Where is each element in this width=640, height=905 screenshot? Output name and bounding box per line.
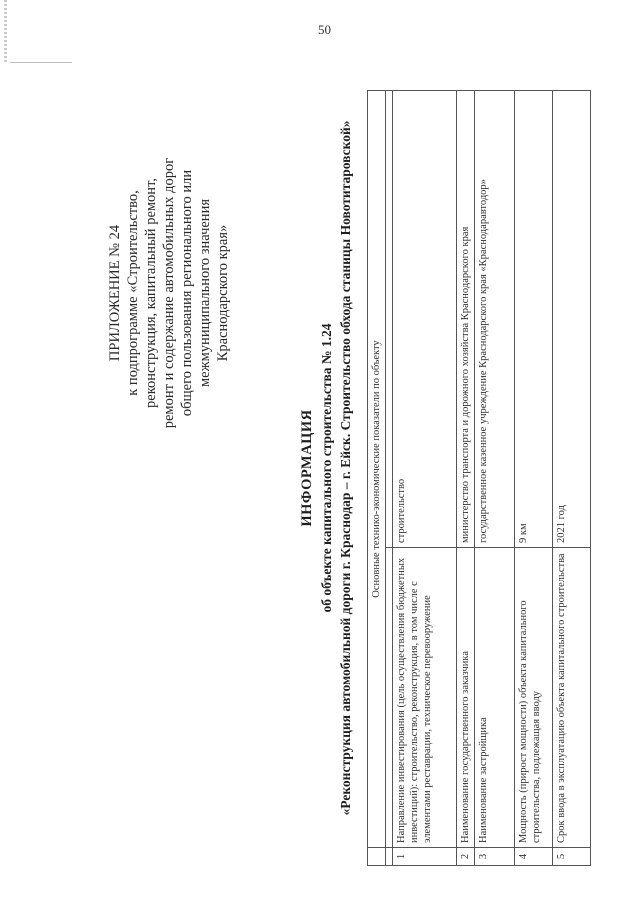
table-row — [457, 91, 475, 866]
appendix-line: ремонт и содержание автомобильных дорог — [161, 157, 177, 429]
row-label: Наименование застройщика — [475, 548, 515, 848]
spacer-cell — [386, 91, 393, 548]
rotated-sheet — [8, 48, 628, 888]
row-number: 4 — [515, 848, 553, 866]
appendix-line: Краснодарского края» — [215, 224, 231, 362]
table-row — [553, 91, 591, 866]
row-label: Направление инвестирования (цель осуществления бюджетных инвестиций): строительство, реконструкция, в том числе с элементами реставрации, техническое перевооружение — [393, 548, 457, 848]
appendix-line: реконструкция, капитальный ремонт, — [143, 178, 159, 408]
row-value: 2021 год — [553, 91, 591, 548]
row-value: строительство — [393, 91, 457, 548]
row-number: 3 — [475, 848, 515, 866]
page-number: 50 — [318, 22, 331, 37]
spacer-cell — [386, 848, 393, 866]
row-label: Наименование государственного заказчика — [457, 548, 475, 848]
table-row — [393, 91, 457, 866]
appendix-line: межмуниципального значения — [197, 199, 213, 387]
row-value: государственное казенное учреждение Краснодарского края «Краснодаравтодор» — [475, 91, 515, 548]
document-heading: ИНФОРМАЦИЯ — [299, 409, 315, 527]
table-row — [475, 91, 515, 866]
appendix-line: ПРИЛОЖЕНИЕ № 24 — [107, 224, 123, 362]
row-number: 2 — [457, 848, 475, 866]
table-spacer-row — [386, 91, 393, 866]
appendix-line: к подпрограмме «Строительство, — [125, 190, 141, 396]
indicators-table — [367, 90, 591, 866]
document-subtitle: об объекте капитального строительства № 1.24 — [319, 323, 334, 613]
table-header: Основные технико-экономические показатели по объекту — [368, 91, 386, 848]
table-header-num — [368, 848, 386, 866]
scan-edge-mark — [4, 0, 7, 62]
row-value: 9 км — [515, 91, 553, 548]
object-name: «Реконструкция автомобильной дороги г. Краснодар – г. Ейск. Строительство обхода станицы Новотитаровской» — [338, 120, 353, 816]
appendix-line: общего пользования регионального или — [179, 169, 195, 417]
row-label: Мощность (прирост мощности) объекта капитального строительства, подлежащая вводу — [515, 548, 553, 848]
spacer-cell — [386, 548, 393, 848]
row-value: министерство транспорта и дорожного хозяйства Краснодарского края — [457, 91, 475, 548]
row-number: 1 — [393, 848, 457, 866]
appendix-block — [106, 88, 232, 498]
row-number: 5 — [553, 848, 591, 866]
table-row — [515, 91, 553, 866]
row-label: Срок ввода в эксплуатацию объекта капитального строительства — [553, 548, 591, 848]
table-header-row — [368, 91, 386, 866]
title-block — [298, 58, 355, 878]
